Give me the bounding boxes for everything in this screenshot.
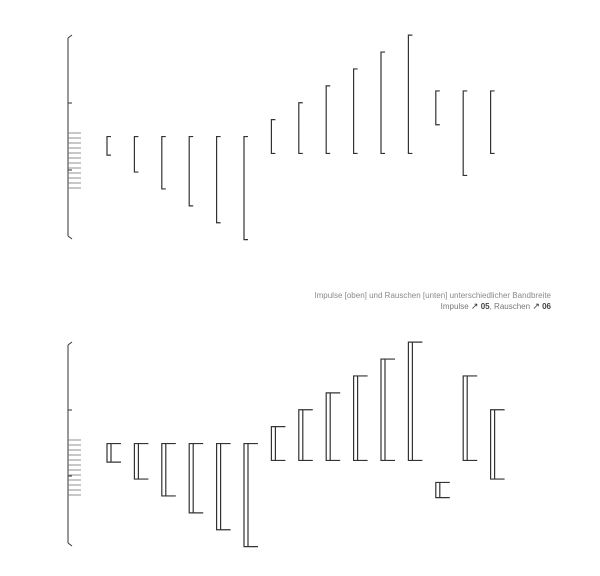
impulse-panel: [68, 35, 495, 240]
figure-caption: [314, 290, 551, 312]
caption-line-2: [314, 301, 551, 312]
impulse-bar: [299, 103, 303, 154]
noise-bar: [381, 359, 395, 460]
caption-line-1: Impulse [oben] und Rauschen [unten] unterschiedlicher Bandbreite: [314, 291, 551, 300]
noise-bar: [299, 410, 313, 461]
impulse-bar: [134, 137, 138, 172]
impulse-bar: [408, 35, 412, 153]
axis-end-tick: [68, 342, 72, 345]
caption-noise-label: , Rauschen: [489, 302, 531, 311]
impulse-bar: [271, 120, 275, 154]
noise-bar: [134, 444, 148, 479]
noise-bar: [491, 410, 505, 479]
noise-bar: [326, 393, 340, 461]
noise-bar: [463, 376, 477, 461]
impulse-bar: [107, 137, 111, 156]
arrow-ne-icon: ↗: [470, 301, 479, 311]
caption-impulse-label: Impulse: [440, 302, 469, 311]
noise-bar: [217, 444, 231, 530]
axis-end-tick: [68, 236, 72, 239]
noise-bar: [271, 427, 285, 461]
impulse-bar: [326, 86, 330, 154]
impulse-bar: [381, 52, 385, 153]
axis-end-tick: [68, 35, 72, 38]
caption-noise-ref: 06: [542, 302, 551, 311]
noise-bar: [162, 444, 176, 496]
caption-impulse-ref: 05: [480, 302, 490, 311]
noise-bar: [436, 482, 450, 497]
axis-end-tick: [68, 543, 72, 546]
noise-bar: [408, 342, 422, 460]
impulse-bar: [217, 137, 221, 223]
noise-bar: [244, 444, 258, 547]
impulse-bar: [189, 137, 193, 206]
noise-bar: [107, 444, 121, 463]
impulse-bar: [436, 91, 440, 125]
noise-panel: [68, 342, 505, 547]
impulse-bar: [463, 91, 467, 176]
impulse-bar: [491, 91, 495, 154]
impulse-bar: [162, 137, 166, 189]
noise-bar: [189, 444, 203, 513]
arrow-ne-icon: ↗: [532, 301, 540, 311]
impulse-bar: [244, 137, 248, 240]
impulse-bar: [354, 69, 358, 154]
noise-bar: [354, 376, 368, 461]
